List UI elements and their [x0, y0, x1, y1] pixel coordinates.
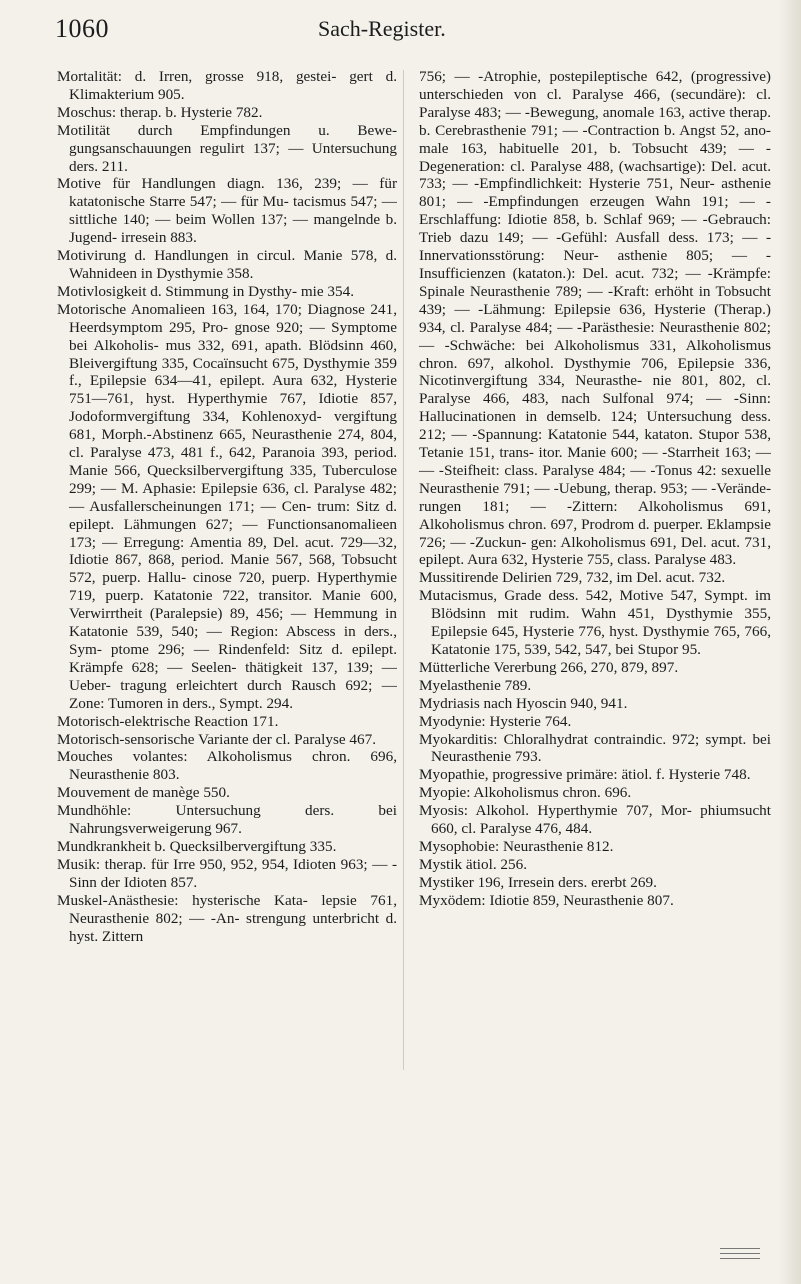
- index-entry: Moschus: therap. b. Hysterie 782.: [57, 103, 263, 121]
- index-entry: Mortalität: d. Irren, grosse 918, gestei- gert d. Klimakterium 905.: [57, 68, 397, 103]
- index-entry: Mussitirende Delirien 729, 732, im Del. acut. 732.: [419, 569, 726, 587]
- index-entry: Mystik ätiol. 256.: [419, 855, 528, 873]
- right-column: [419, 68, 771, 910]
- index-entry: Myopathie, progressive primäre: ätiol. f. Hysterie 748.: [419, 766, 751, 784]
- page-number: 1060: [55, 14, 109, 43]
- index-entry: Motilität durch Empfindungen u. Bewe- gungsanschauungen regulirt 137; — Untersuchung ders. 211.: [57, 121, 397, 175]
- corner-scribble: [720, 1248, 760, 1262]
- index-entry: Mystiker 196, Irresein ders. ererbt 269.: [419, 873, 657, 891]
- index-entry: Myopie: Alkoholismus chron. 696.: [419, 784, 632, 802]
- index-entry: Mouches volantes: Alkoholismus chron. 696, Neurasthenie 803.: [57, 748, 397, 784]
- index-entry: Mutacismus, Grade dess. 542, Motive 547, Sympt. im Blödsinn mit rudim. Wahn 451, Dysthymie 355, Epilepsie 645, Hysterie 776, hyst. Dysthymie 765, 766, Katatonie 175, 539, 542, 547, bei Stupor 95.: [419, 587, 771, 658]
- index-entry: Myodynie: Hysterie 764.: [419, 712, 572, 730]
- index-entry: Myokarditis: Chloralhydrat contraindic. 972; sympt. bei Neurasthenie 793.: [419, 730, 771, 766]
- index-entry: Musik: therap. für Irre 950, 952, 954, Idioten 963; — -Sinn der Idioten 857.: [57, 855, 397, 891]
- index-entry: 756; — -Atrophie, postepileptische 642, (progressive) unterschieden von cl. Paralyse 466, (secundäre): cl. Paralyse 483; — -Bewegung, anomale 163, active therap. b. Cerebrasthenie 791; — -Contraction b. Angst 52, ano- male 163, habituelle 201, b. Tobsucht 439; — -Degeneration: cl. Paralyse 488, (wachsartige): Del. acut. 733; — -Empfindlichkeit: Hysterie 751, Neur- asthenie 801; — -Empfindungen erzeugen Wahn 191; — -Erschlaffung: Idiotie 858, b. Schlaf 969; — -Gebrauch: Trieb dazu 149; — -Gefühl: Ausfall dess. 173; — -Innervationsstörung: Neur- asthenie 805; — -Insufficienzen (kataton.): Del. acut. 732; — -Krämpfe: Spinale Neurasthenie 789; — -Kraft: erhöht in Tobsucht 439; — -Lähmung: Epilepsie 636, Hysterie (Therap.) 934, cl. Paralyse 484; — -Parästhesie: Neurasthenie 802; — -Schwäche: bei Alkoholismus 331, Alkoholismus chron. 697, alkohol. Dysthymie 706, Epilepsie 336, Nicotinvergiftung 334, Neurasthe- nie 801, 802, cl. Paralyse 466, 483, nach Sulfonal 974; — -Sinn: Hallucinationen in demselb. 124; Untersuchung dess. 212; — -Spannung: Katatonie 544, kataton. Stupor 538, Tetanie 151, trans- itor. Manie 600; — -Starrheit 163; — — -Steifheit: class. Paralyse 484; — -Tonus 42: sexuelle Neurasthenie 791; — -Uebung, therap. 953; — -Verände- rungen 181; — -Zittern: Alkoholismus 691, Alkoholismus chron. 697, Prodrom d. puerper. Eklampsie 726; — -Zuckun- gen: Alkoholismus 691, Del. acut. 731, epilept. Aura 632, Hysterie 755, class. Paralyse 483.: [419, 68, 771, 569]
- index-entry: Myelasthenie 789.: [419, 676, 532, 694]
- index-entry: Mouvement de manège 550.: [57, 784, 230, 802]
- index-entry: Mundkrankheit b. Quecksilbervergiftung 335.: [57, 837, 337, 855]
- index-entry: Motive für Handlungen diagn. 136, 239; — für katatonische Starre 547; — für Mu- tacismus 547; — sittliche 140; — beim Wollen 137; — mangelnde b. Jugend- irresein 883.: [57, 175, 397, 247]
- index-entry: Mundhöhle: Untersuchung ders. bei Nahrungsverweigerung 967.: [57, 802, 397, 838]
- index-entry: Mydriasis nach Hyoscin 940, 941.: [419, 694, 628, 712]
- index-entry: Muskel-Anästhesie: hysterische Kata- lepsie 761, Neurasthenie 802; — -An- strengung unterbricht d. hyst. Zittern: [57, 891, 397, 945]
- index-entry: Motivirung d. Handlungen in circul. Manie 578, d. Wahnideen in Dysthymie 358.: [57, 247, 397, 282]
- index-entry: Myosis: Alkohol. Hyperthymie 707, Mor- phiumsucht 660, cl. Paralyse 476, 484.: [419, 802, 771, 838]
- index-entry: Motorisch-elektrische Reaction 171.: [57, 712, 279, 730]
- index-entry: Motorisch-sensorische Variante der cl. Paralyse 467.: [57, 730, 376, 748]
- index-entry: Myxödem: Idiotie 859, Neurasthenie 807.: [419, 891, 674, 909]
- page-edge-shadow: [779, 0, 801, 1284]
- index-entry: Motorische Anomalieen 163, 164, 170; Diagnose 241, Heerdsymptom 295, Pro- gnose 920; — Symptome bei Alkoholis- mus 332, 691, apath. Blödsinn 460, Bleivergiftung 335, Cocaïnsucht 675, Dysthymie 359 f., Epilepsie 634—41, epilept. Aura 632, Hysterie 751—761, hyst. Hyperthymie 767, Idiotie 857, Jodoformvergiftung 334, Kohlenoxyd- vergiftung 681, Morph.-Abstinenz 665, Neurasthenie 274, 804, cl. Paralyse 473, 481 f., 642, Paranoia 393, period. Manie 566, Quecksilbervergiftung 335, Tuberculose 299; — M. Aphasie: Epilepsie 636, cl. Paralyse 482; — Ausfallerscheinungen 171; — Cen- trum: Sitz d. epilept. Lähmungen 627; — Functionsanomalieen 173; — Erregung: Amentia 89, Del. acut. 729—32, Idiotie 867, 868, period. Manie 567, 568, Tobsucht 572, puerp. Hallu- cinose 720, puerp. Hyperthymie 719, puerp. Katatonie 722, transitor. Manie 600, Verwirrtheit (Paralepsie) 89, 456; — Hemmung in Katatonie 539, 540; — Region: Abscess in ders., Sym- ptome 296; — Rindenfeld: Sitz d. epilept. Krämpfe 628; — Seelen- thätigkeit 137, 139; — Ueber- tragung erleichtert durch Rausch 692; — Zone: Tumoren in ders., Sympt. 294.: [57, 300, 397, 712]
- index-entry: Mysophobie: Neurasthenie 812.: [419, 837, 614, 855]
- left-column: [57, 68, 397, 945]
- column-divider: [403, 70, 404, 1070]
- running-head: Sach-Register.: [318, 16, 446, 41]
- index-entry: Motivlosigkeit d. Stimmung in Dysthy- mie 354.: [57, 282, 355, 300]
- index-entry: Mütterliche Vererbung 266, 270, 879, 897.: [419, 658, 679, 676]
